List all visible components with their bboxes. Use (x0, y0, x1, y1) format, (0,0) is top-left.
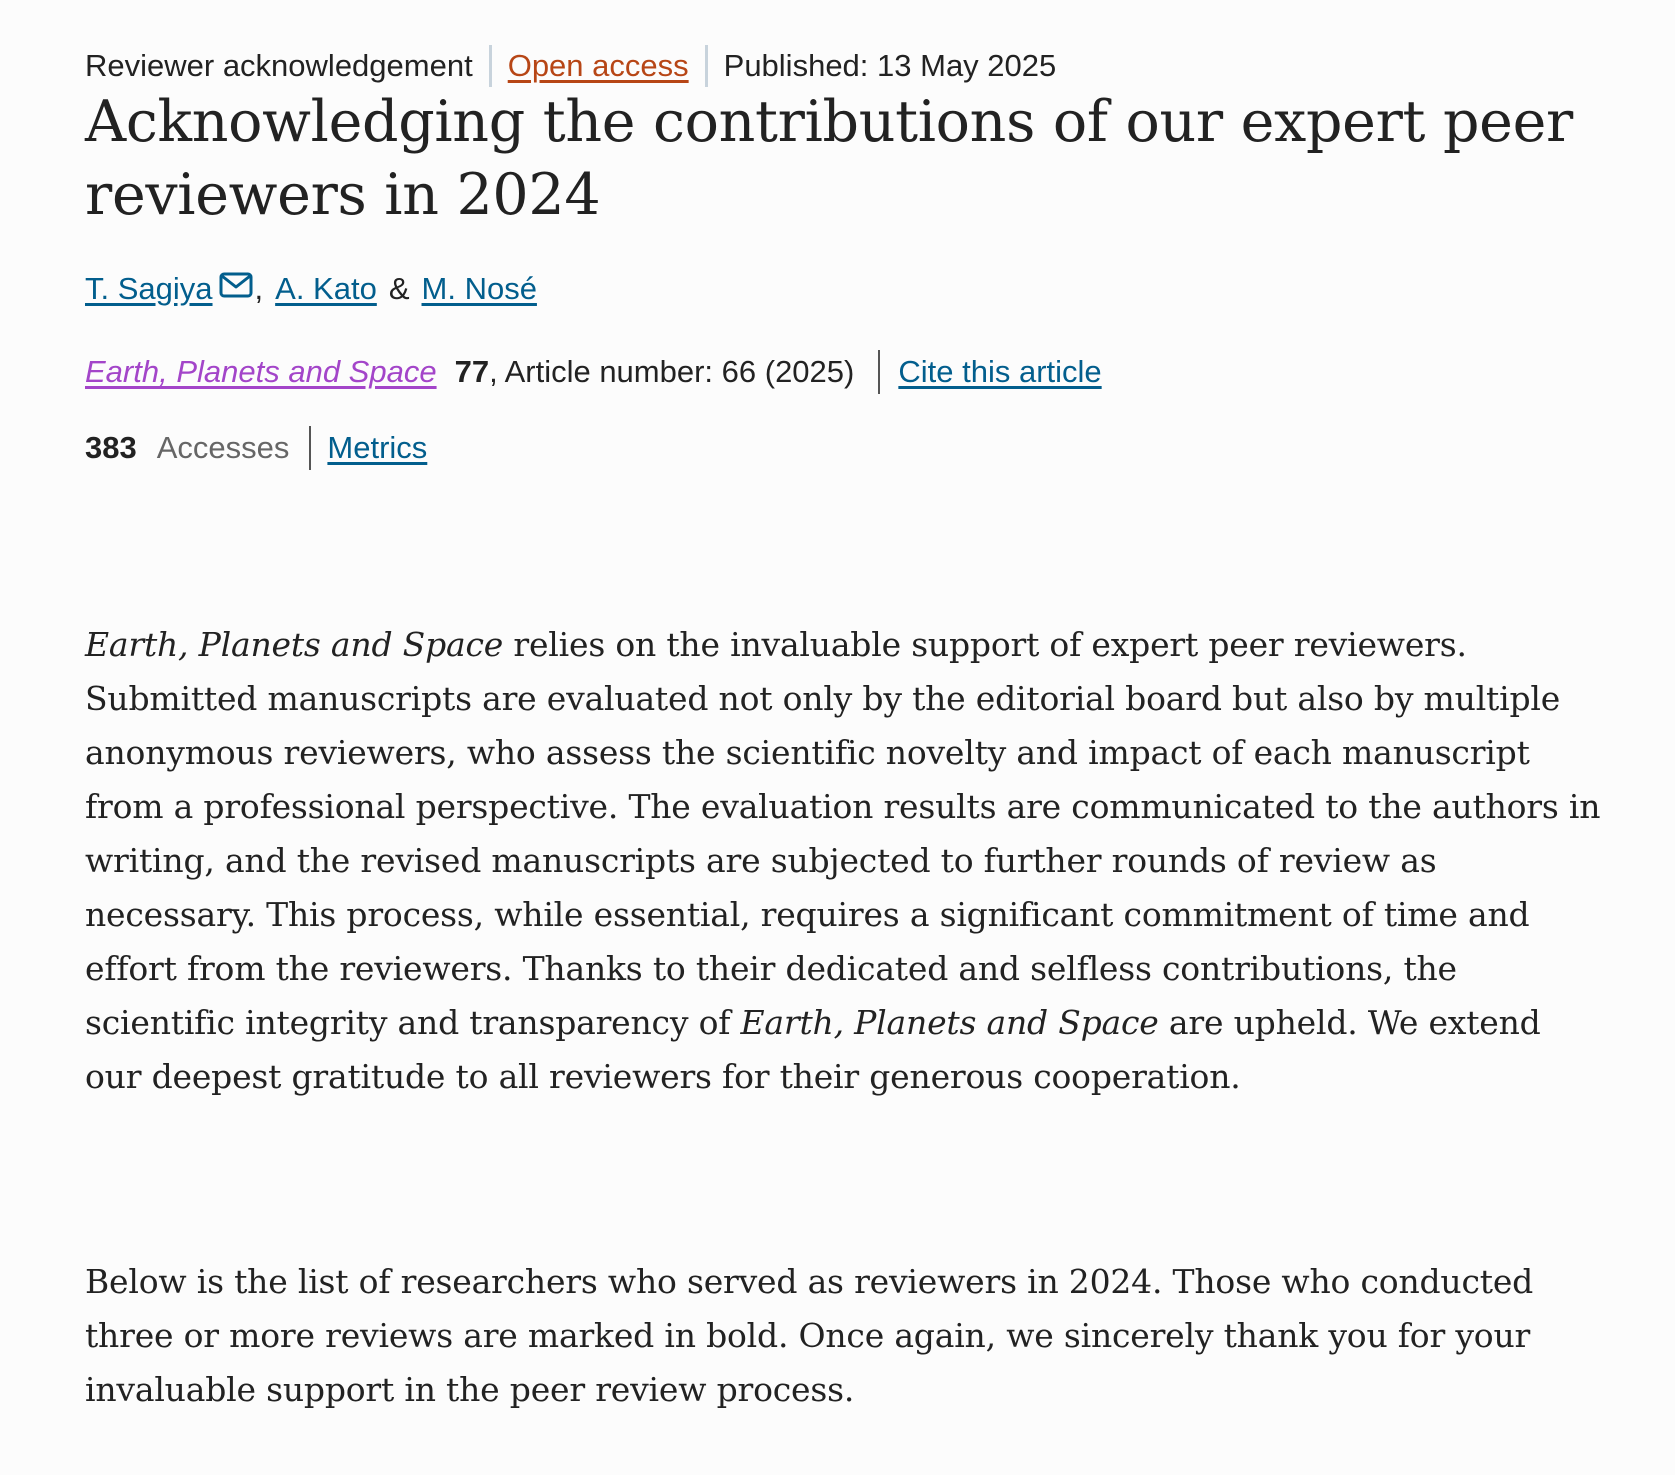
article-type: Reviewer acknowledgement (85, 48, 473, 83)
accesses-label: Accesses (156, 430, 290, 465)
journal-volume: 77 (454, 354, 490, 389)
article-number: , Article number: 66 (2025) (489, 354, 855, 389)
author-separator: & (388, 271, 410, 306)
accesses-count: 383 (85, 430, 137, 465)
meta-divider (489, 45, 492, 87)
article-meta-row (85, 46, 1056, 86)
author-link-sagiya[interactable]: T. Sagiya (85, 271, 213, 306)
cite-this-article-link[interactable]: Cite this article (898, 354, 1102, 389)
published-date: Published: 13 May 2025 (723, 48, 1057, 83)
author-list (85, 270, 537, 308)
open-access-link[interactable]: Open access (507, 48, 689, 83)
metrics-row (85, 426, 427, 470)
intro-paragraph (85, 618, 1605, 1104)
journal-info-row (85, 350, 1102, 394)
author-separator: , (254, 271, 264, 306)
author-link-kato[interactable]: A. Kato (275, 271, 377, 306)
journal-name-italic: Earth, Planets and Space (740, 1003, 1159, 1042)
metrics-link[interactable]: Metrics (327, 430, 428, 465)
metrics-divider (309, 426, 311, 470)
reviewer-list-intro-paragraph: Below is the list of researchers who served as reviewers in 2024. Those who conducted three or more reviews are marked in bold. Once again, we sincerely thank you for your invaluable support in the peer review process. (85, 1262, 1534, 1409)
journal-link[interactable]: Earth, Planets and Space (85, 354, 437, 389)
journal-divider (878, 350, 880, 394)
paragraph-text: are upheld. We extend our deepest gratitude to all reviewers for their generous cooperation. (85, 1003, 1541, 1096)
paragraph-text: relies on the invaluable support of expert peer reviewers. Submitted manuscripts are evaluated not only by the editorial board but also by multiple anonymous reviewers, who assess the scientific novelty and impact of each manuscript from a professional perspective. The evaluation results are communicated to the authors in writing, and the revised manuscripts are subjected to further rounds of review as necessary. This process, while essential, requires a significant commitment of time and effort from the reviewers. Thanks to their dedicated and selfless contributions, the scientific integrity and transparency of (85, 625, 1601, 1042)
meta-divider (705, 45, 708, 87)
article-title: Acknowledging the contributions of our expert peer reviewers in 2024 (85, 89, 1573, 228)
author-link-nose[interactable]: M. Nosé (421, 271, 537, 306)
journal-name-italic: Earth, Planets and Space (85, 625, 504, 664)
email-icon[interactable] (219, 270, 253, 296)
